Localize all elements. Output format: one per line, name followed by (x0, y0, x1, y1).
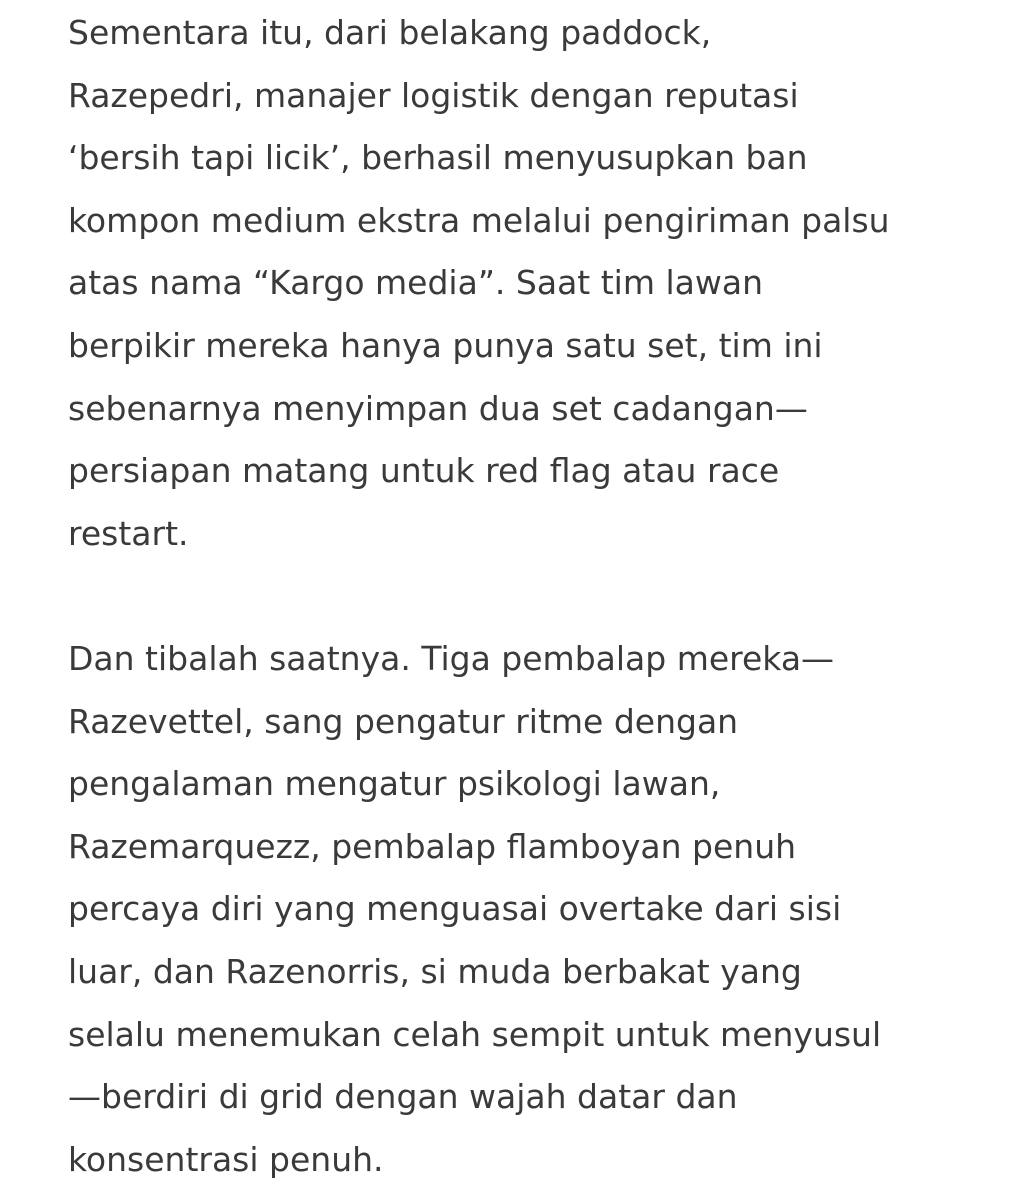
text-line: restart. (68, 513, 189, 553)
text-line: percaya diri yang menguasai overtake dari sisi (68, 889, 842, 929)
text-line: Dan tibalah saatnya. Tiga pembalap mereka— (68, 638, 835, 678)
text-line: Sementara itu, dari belakang paddock, (68, 13, 712, 52)
paragraph-1 (68, 2, 998, 565)
text-line: kompon medium ekstra melalui pengiriman palsu (68, 200, 890, 240)
text-line: atas nama “Kargo media”. Saat tim lawan (68, 263, 763, 303)
text-line: Razemarquezz, pembalap flamboyan penuh (68, 826, 797, 866)
text-line: Razepedri, manajer logistik dengan reputasi (68, 75, 799, 115)
text-line: pengalaman mengatur psikologi lawan, (68, 764, 721, 804)
text-line: Razevettel, sang pengatur ritme dengan (68, 701, 739, 741)
paragraph-2 (68, 628, 998, 1191)
text-line: berpikir mereka hanya punya satu set, tim ini (68, 325, 823, 365)
paragraph-gap (68, 565, 998, 628)
text-line: persiapan matang untuk red flag atau race (68, 451, 780, 491)
text-line: ‘bersih tapi licik’, berhasil menyusupkan ban (68, 138, 808, 178)
note-body[interactable] (68, 2, 998, 1191)
text-line: —berdiri di grid dengan wajah datar dan (68, 1077, 738, 1117)
text-line: konsentrasi penuh. (68, 1139, 384, 1179)
text-line: selalu menemukan celah sempit untuk menyusul (68, 1014, 882, 1054)
text-line: sebenarnya menyimpan dua set cadangan— (68, 388, 808, 428)
text-line: luar, dan Razenorris, si muda berbakat yang (68, 951, 802, 991)
